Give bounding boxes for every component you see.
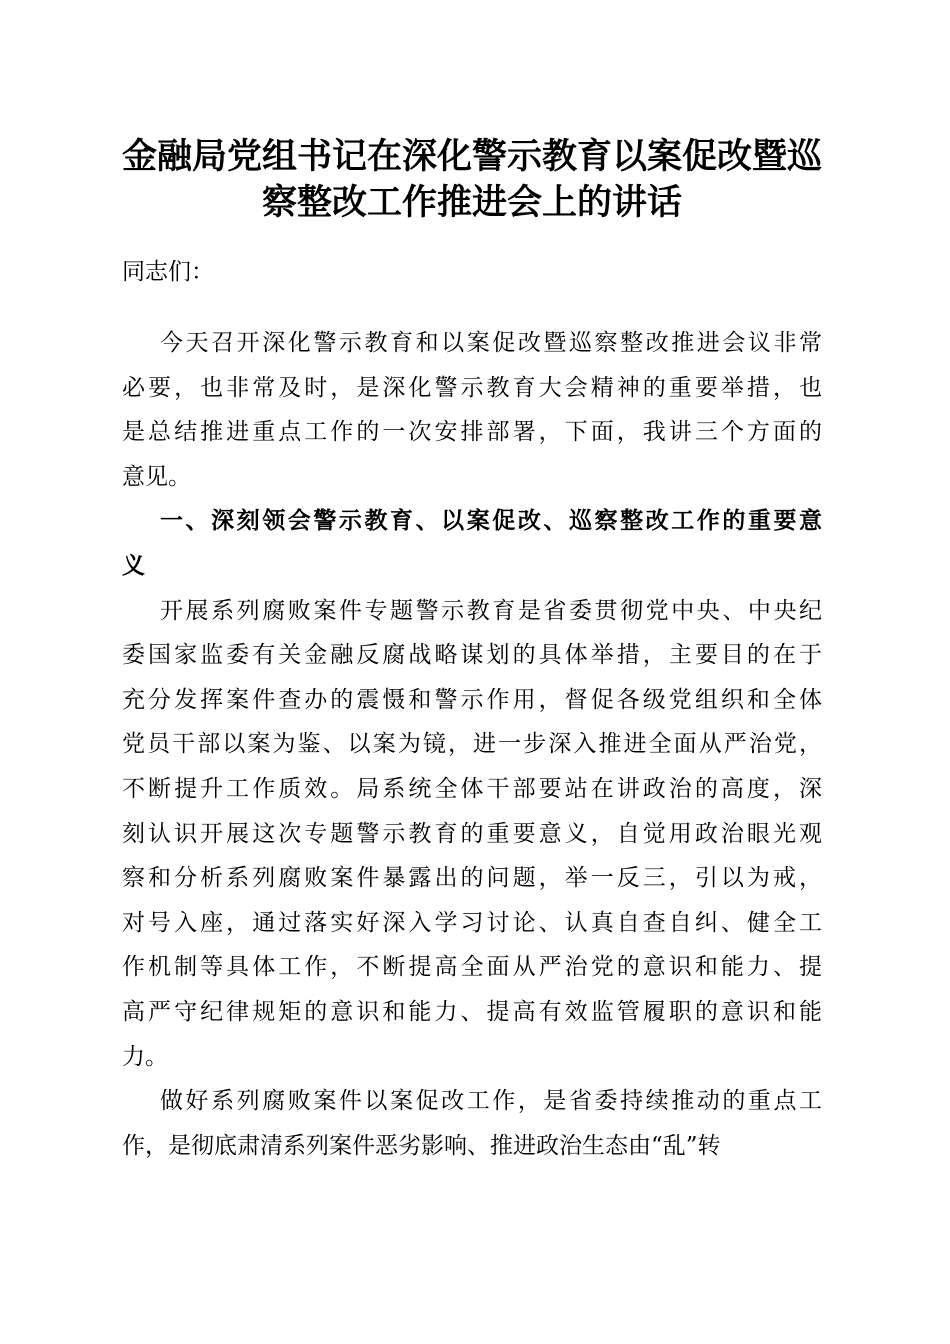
text-line: 力。	[122, 1043, 168, 1070]
text-line: 察和分析系列腐败案件暴露出的问题，举一反三，引以为戒，	[122, 865, 822, 892]
text-line: 作机制等具体工作，不断提高全面从严治党的意识和能力、提	[122, 954, 822, 981]
title-line-1: 金融局党组书记在深化警示教育以案促改暨巡	[122, 136, 823, 177]
text-line: 意见。	[122, 463, 191, 490]
text-line: 做好系列腐败案件以案促改工作，是省委持续推动的重点工	[160, 1088, 822, 1115]
text-line: 作，是彻底肃清系列案件恶劣影响、推进政治生态由“乱”转	[122, 1132, 721, 1159]
paragraph	[122, 321, 822, 499]
text-line: 必要，也非常及时，是深化警示教育大会精神的重要举措，也	[122, 374, 822, 401]
text-line: 刻认识开展这次专题警示教育的重要意义，自觉用政治眼光观	[122, 820, 822, 847]
document-title	[122, 134, 822, 226]
text-line: 高严守纪律规矩的意识和能力、提高有效监管履职的意识和能	[122, 998, 822, 1025]
text-line: 开展系列腐败案件专题警示教育是省委贯彻党中央、中央纪	[160, 597, 822, 624]
paragraph	[122, 589, 822, 1080]
text-line: 充分发挥案件查办的震慑和警示作用，督促各级党组织和全体	[122, 686, 822, 713]
text-line: 是总结推进重点工作的一次安排部署，下面，我讲三个方面的	[122, 419, 822, 446]
greeting: 同志们：	[122, 259, 214, 285]
document-body	[122, 321, 822, 1168]
text-line: 委国家监委有关金融反腐战略谋划的具体举措，主要目的在于	[122, 642, 822, 669]
text-line: 党员干部以案为鉴、以案为镜，进一步深入推进全面从严治党，	[122, 731, 822, 758]
text-line: 一、深刻领会警示教育、以案促改、巡察整改工作的重要意	[160, 507, 822, 535]
text-line: 义	[122, 551, 145, 579]
text-line: 对号入座，通过落实好深入学习讨论、认真自查自纠、健全工	[122, 909, 822, 936]
section-heading	[122, 499, 822, 588]
paragraph	[122, 1079, 822, 1168]
title-line-2: 察整改工作推进会上的讲话	[261, 182, 682, 223]
text-line: 不断提升工作质效。局系统全体干部要站在讲政治的高度，深	[122, 775, 822, 802]
text-line: 今天召开深化警示教育和以案促改暨巡察整改推进会议非常	[160, 330, 822, 356]
